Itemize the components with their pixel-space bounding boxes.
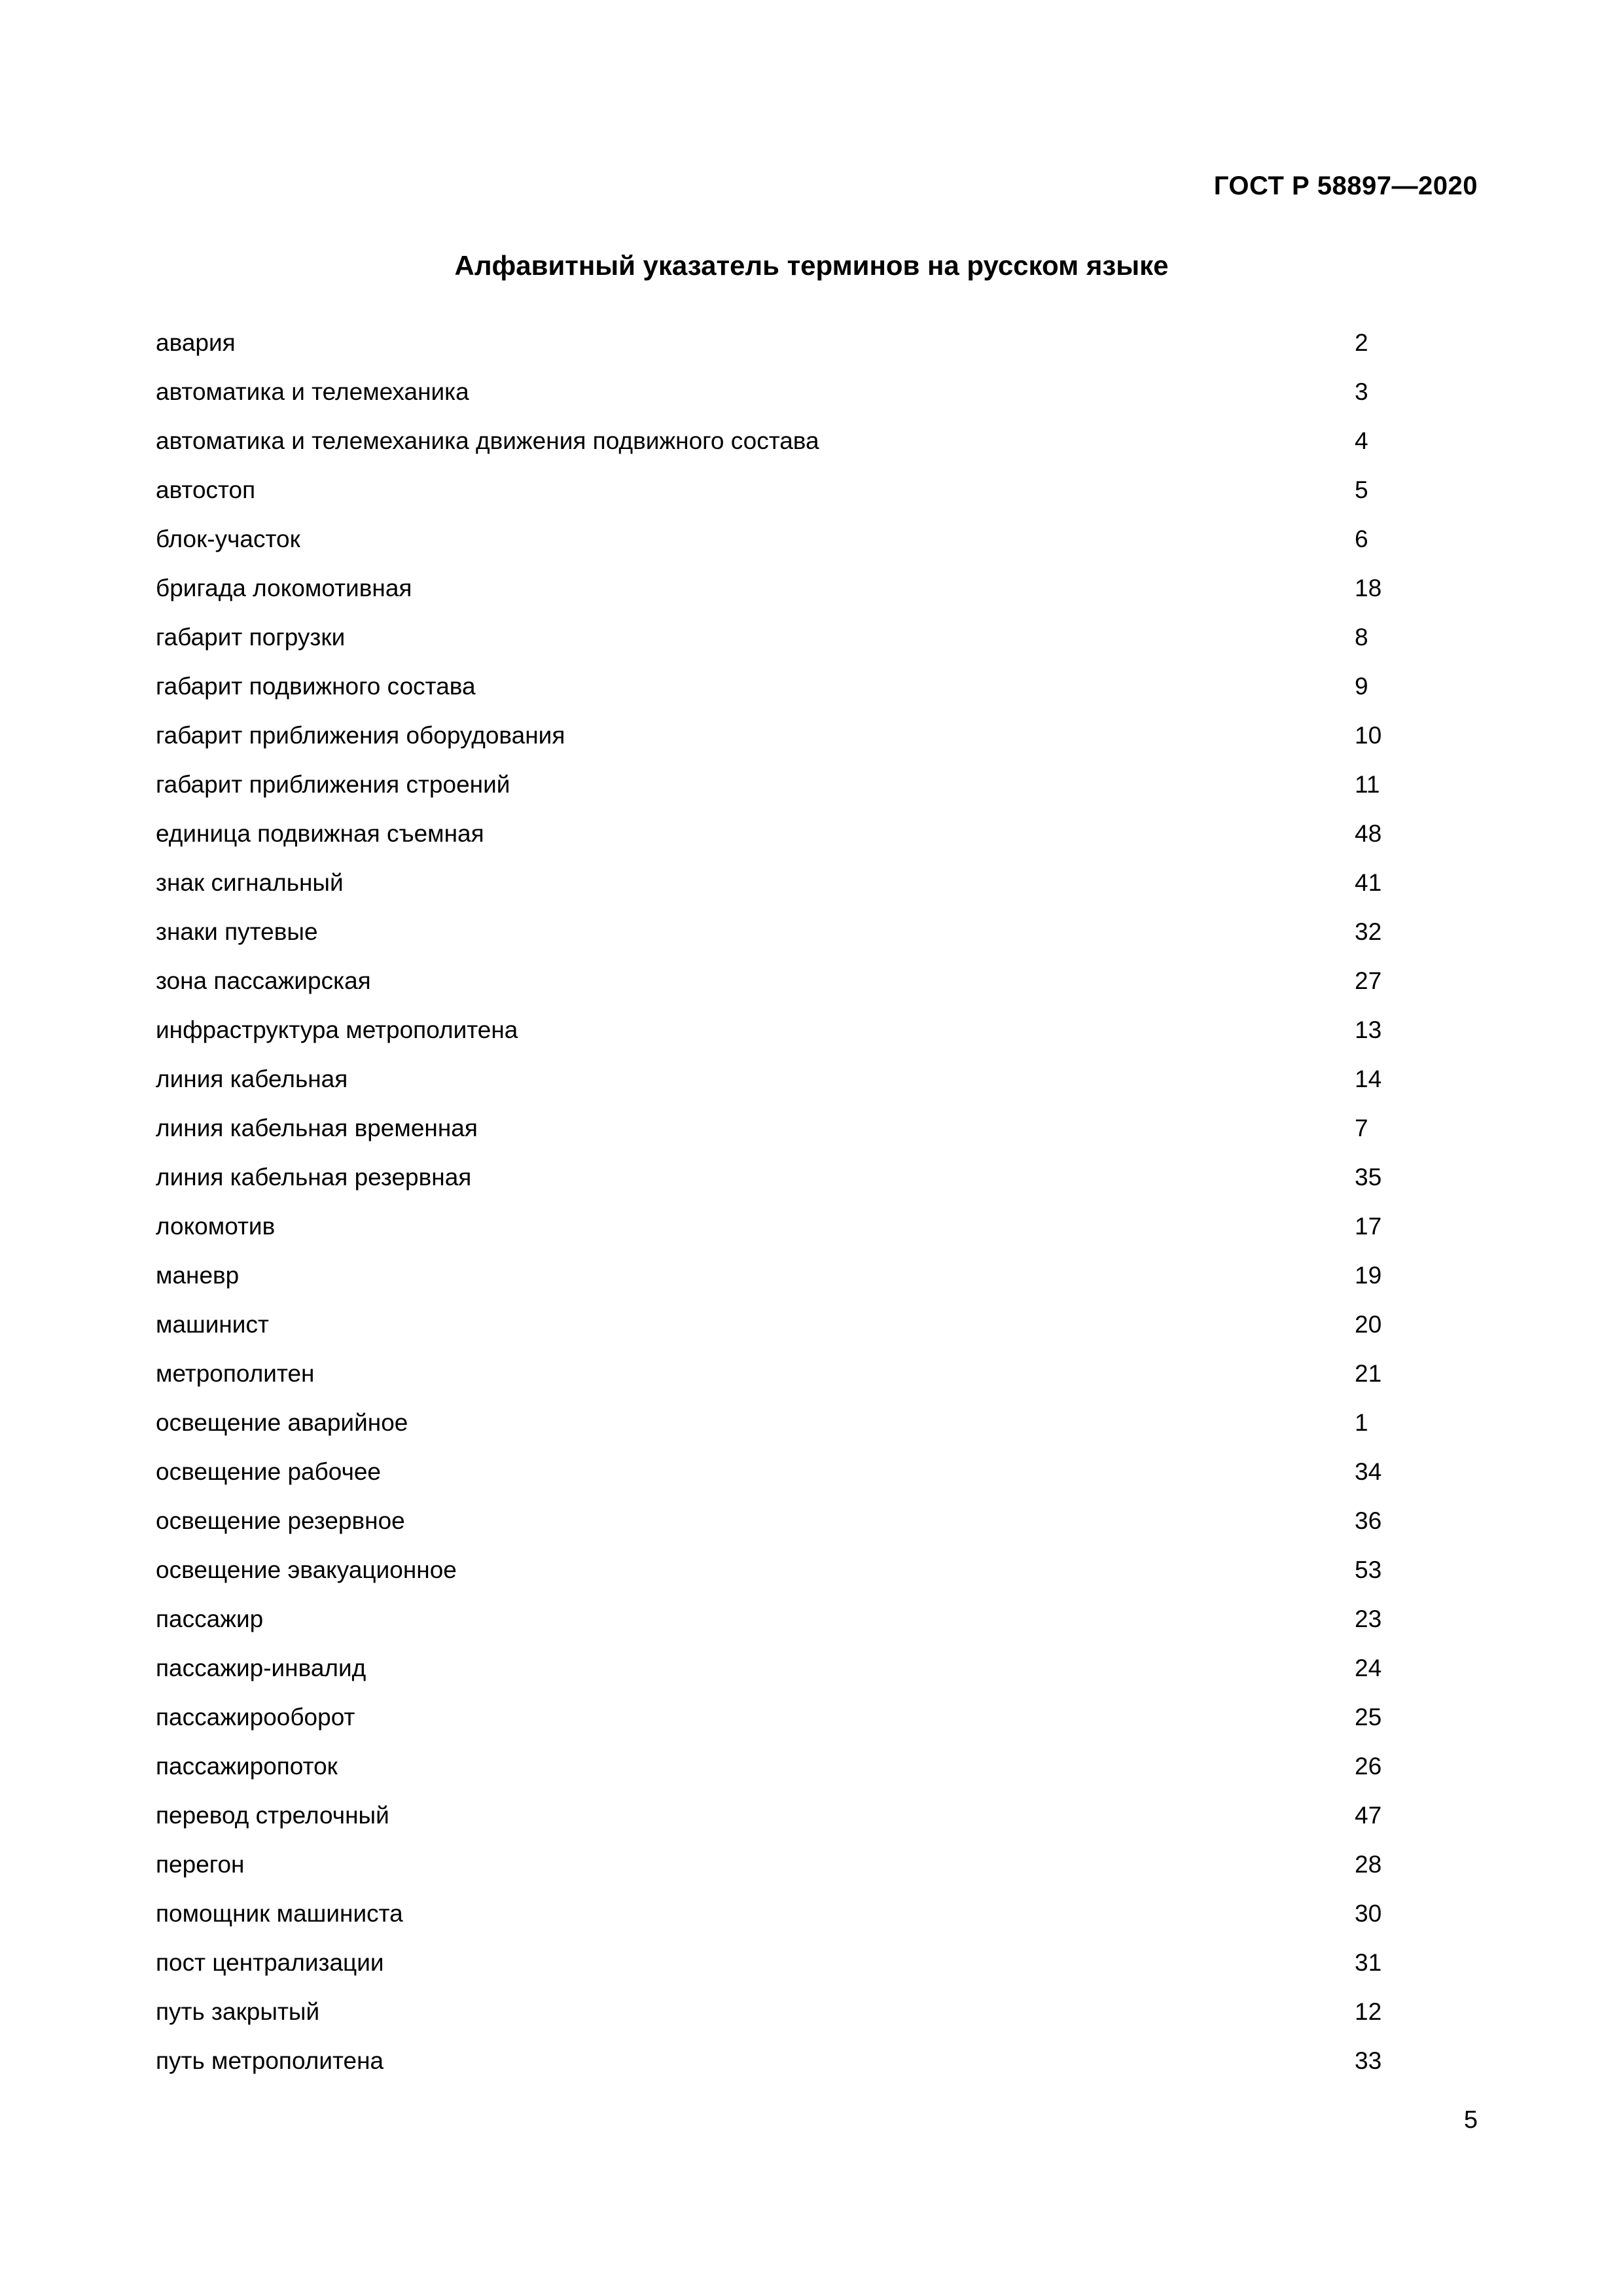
term-text: знаки путевые: [156, 918, 318, 945]
term-text: инфраструктура метрополитена: [156, 1016, 518, 1043]
term-number: 13: [1355, 1016, 1382, 1043]
term-text: автостоп: [156, 476, 256, 503]
term-text: габарит приближения оборудования: [156, 722, 565, 749]
term-number: 33: [1355, 2047, 1382, 2074]
term-row: [156, 425, 1386, 475]
term-row: [156, 475, 1386, 524]
document-code: ГОСТ Р 58897—2020: [1213, 171, 1478, 200]
term-row: [156, 1996, 1386, 2045]
term-number: 53: [1355, 1556, 1382, 1583]
term-row: [156, 1358, 1386, 1407]
term-text: пассажир: [156, 1605, 264, 1632]
term-text: освещение резервное: [156, 1507, 405, 1534]
term-row: [156, 2045, 1386, 2094]
term-text: автоматика и телемеханика движения подвижного состава: [156, 427, 819, 454]
term-number: 48: [1355, 820, 1382, 847]
term-row: [156, 1162, 1386, 1211]
term-row: [156, 1947, 1386, 1996]
term-row: [156, 1113, 1386, 1162]
term-number: 32: [1355, 918, 1382, 945]
term-row: [156, 1849, 1386, 1898]
term-row: [156, 1604, 1386, 1653]
term-row: [156, 1653, 1386, 1702]
term-text: габарит погрузки: [156, 624, 346, 651]
term-number: 36: [1355, 1507, 1382, 1534]
term-index-list: [156, 327, 1386, 2094]
term-number: 19: [1355, 1262, 1382, 1289]
term-row: [156, 622, 1386, 671]
term-text: освещение рабочее: [156, 1458, 382, 1485]
term-row: [156, 1260, 1386, 1309]
term-text: габарит приближения строений: [156, 771, 510, 798]
term-text: путь закрытый: [156, 1998, 320, 2025]
term-row: [156, 671, 1386, 720]
term-number: 18: [1355, 575, 1382, 601]
term-row: [156, 573, 1386, 622]
term-row: [156, 818, 1386, 867]
term-text: освещение аварийное: [156, 1409, 408, 1436]
term-text: линия кабельная временная: [156, 1115, 478, 1141]
term-number: 21: [1355, 1360, 1382, 1387]
term-row: [156, 1456, 1386, 1505]
term-row: [156, 1064, 1386, 1113]
term-text: освещение эвакуационное: [156, 1556, 457, 1583]
page-number: 5: [1463, 2106, 1478, 2134]
term-number: 47: [1355, 1802, 1382, 1829]
term-number: 24: [1355, 1655, 1382, 1681]
term-row: [156, 1751, 1386, 1800]
term-row: [156, 1702, 1386, 1751]
index-title: Алфавитный указатель терминов на русском языке: [454, 250, 1169, 281]
term-row: [156, 1505, 1386, 1554]
term-text: пост централизации: [156, 1949, 384, 1976]
term-number: 25: [1355, 1704, 1382, 1731]
term-number: 14: [1355, 1066, 1382, 1092]
term-number: 17: [1355, 1213, 1382, 1240]
term-number: 2: [1355, 329, 1368, 356]
term-number: 3: [1355, 378, 1368, 405]
term-number: 10: [1355, 722, 1382, 749]
term-number: 5: [1355, 476, 1368, 503]
term-text: линия кабельная резервная: [156, 1164, 472, 1191]
term-text: линия кабельная: [156, 1066, 348, 1092]
term-number: 6: [1355, 526, 1368, 552]
term-text: локомотив: [156, 1213, 276, 1240]
term-row: [156, 916, 1386, 965]
term-row: [156, 720, 1386, 769]
term-number: 30: [1355, 1900, 1382, 1927]
term-text: перевод стрелочный: [156, 1802, 389, 1829]
term-text: авария: [156, 329, 236, 356]
term-number: 11: [1355, 771, 1380, 798]
term-number: 23: [1355, 1605, 1382, 1632]
term-row: [156, 867, 1386, 916]
term-number: 7: [1355, 1115, 1368, 1141]
term-row: [156, 1407, 1386, 1456]
term-text: перегон: [156, 1851, 245, 1878]
term-row: [156, 1014, 1386, 1064]
term-text: путь метрополитена: [156, 2047, 384, 2074]
term-number: 35: [1355, 1164, 1382, 1191]
term-text: знак сигнальный: [156, 869, 344, 896]
term-row: [156, 1800, 1386, 1849]
term-number: 8: [1355, 624, 1368, 651]
term-text: метрополитен: [156, 1360, 315, 1387]
term-row: [156, 965, 1386, 1014]
term-number: 20: [1355, 1311, 1382, 1338]
term-row: [156, 524, 1386, 573]
term-row: [156, 1211, 1386, 1260]
term-number: 27: [1355, 967, 1382, 994]
term-row: [156, 1898, 1386, 1947]
term-row: [156, 327, 1386, 376]
term-number: 41: [1355, 869, 1382, 896]
term-row: [156, 1554, 1386, 1604]
term-number: 12: [1355, 1998, 1382, 2025]
term-row: [156, 1309, 1386, 1358]
term-text: единица подвижная съемная: [156, 820, 484, 847]
term-text: пассажир-инвалид: [156, 1655, 366, 1681]
term-text: маневр: [156, 1262, 240, 1289]
term-text: габарит подвижного состава: [156, 673, 476, 700]
term-number: 1: [1355, 1409, 1368, 1436]
term-number: 9: [1355, 673, 1368, 700]
term-text: машинист: [156, 1311, 269, 1338]
term-text: зона пассажирская: [156, 967, 371, 994]
term-text: бригада локомотивная: [156, 575, 412, 601]
term-row: [156, 769, 1386, 818]
term-text: пассажирооборот: [156, 1704, 355, 1731]
term-number: 28: [1355, 1851, 1382, 1878]
term-text: пассажиропоток: [156, 1753, 338, 1780]
term-row: [156, 376, 1386, 425]
term-number: 26: [1355, 1753, 1382, 1780]
term-number: 34: [1355, 1458, 1382, 1485]
term-text: блок-участок: [156, 526, 300, 552]
term-number: 4: [1355, 427, 1368, 454]
term-text: помощник машиниста: [156, 1900, 403, 1927]
term-text: автоматика и телемеханика: [156, 378, 469, 405]
term-number: 31: [1355, 1949, 1382, 1976]
